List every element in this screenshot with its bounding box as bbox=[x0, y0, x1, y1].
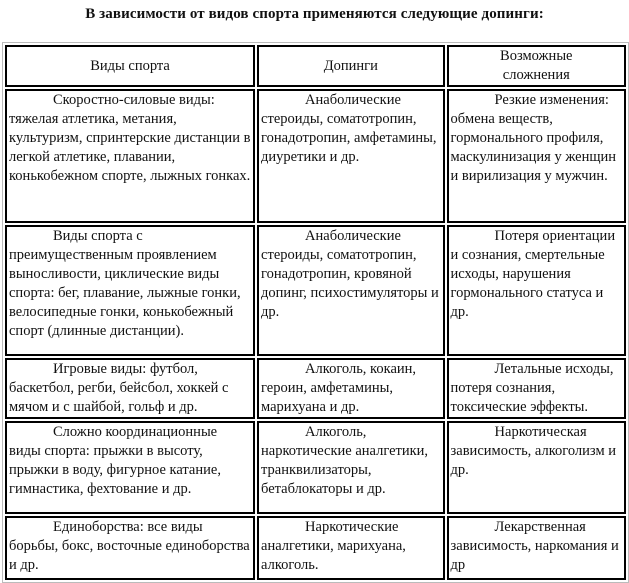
cell-complications: Потеря ориентации и сознания, смертельные исходы, нарушения гормонального статуса и др. bbox=[447, 225, 626, 356]
header-sport-types: Виды спорта bbox=[5, 45, 255, 87]
table-row bbox=[5, 225, 626, 356]
cell-complications: Летальные исходы, потеря сознания, токсические эффекты. bbox=[447, 358, 626, 419]
cell-complications: Резкие изменения: обмена веществ, гормонального профиля, маскулинизация у женщин и вирилизация у мужчин. bbox=[447, 89, 626, 223]
page-title: В зависимости от видов спорта применяются следующие допинги: bbox=[85, 6, 544, 22]
cell-sport: Сложно координационные виды спорта: прыжки в высоту, прыжки в воду, фигурное катание, гимнастика, фехтование и др. bbox=[5, 421, 255, 514]
doping-table bbox=[2, 42, 629, 583]
cell-complications: Лекарственная зависимость, наркомания и др bbox=[447, 516, 626, 580]
header-complications-line1: Возможные bbox=[500, 48, 573, 64]
header-dopings: Допинги bbox=[257, 45, 445, 87]
cell-doping: Анаболические стероиды, соматотропин, гонадотропин, амфетамины, диуретики и др. bbox=[257, 89, 445, 223]
cell-doping: Наркотические аналгетики, марихуана, алкоголь. bbox=[257, 516, 445, 580]
cell-sport: Скоростно-силовые виды: тяжелая атлетика, метания, культуризм, спринтерские дистанции в легкой атлетике, плавании, конькобежном спорте, лыжных гонках. bbox=[5, 89, 255, 223]
table-header-row bbox=[5, 45, 626, 87]
table-row bbox=[5, 421, 626, 514]
cell-complications: Наркотическая зависимость, алкоголизм и др. bbox=[447, 421, 626, 514]
header-complications bbox=[447, 45, 626, 87]
cell-doping: Алкоголь, кокаин, героин, амфетамины, марихуана и др. bbox=[257, 358, 445, 419]
table-row bbox=[5, 516, 626, 580]
table-row bbox=[5, 358, 626, 419]
cell-sport: Единоборства: все виды борьбы, бокс, восточные единоборства и др. bbox=[5, 516, 255, 580]
cell-doping: Анаболические стероиды, соматотропин, гонадотропин, кровяной допинг, психостимуляторы и др. bbox=[257, 225, 445, 356]
header-complications-line2: сложнения bbox=[502, 67, 570, 83]
cell-doping: Алкоголь, наркотические аналгетики, транквилизаторы, бетаблокаторы и др. bbox=[257, 421, 445, 514]
table-row bbox=[5, 89, 626, 223]
cell-sport: Игровые виды: футбол, баскетбол, регби, бейсбол, хоккей с мячом и с шайбой, гольф и др. bbox=[5, 358, 255, 419]
cell-sport: Виды спорта с преимущественным проявлением выносливости, циклические виды спорта: бег, плавание, лыжные гонки, велосипедные гонки, конькобежный спорт (длинные дистанции). bbox=[5, 225, 255, 356]
